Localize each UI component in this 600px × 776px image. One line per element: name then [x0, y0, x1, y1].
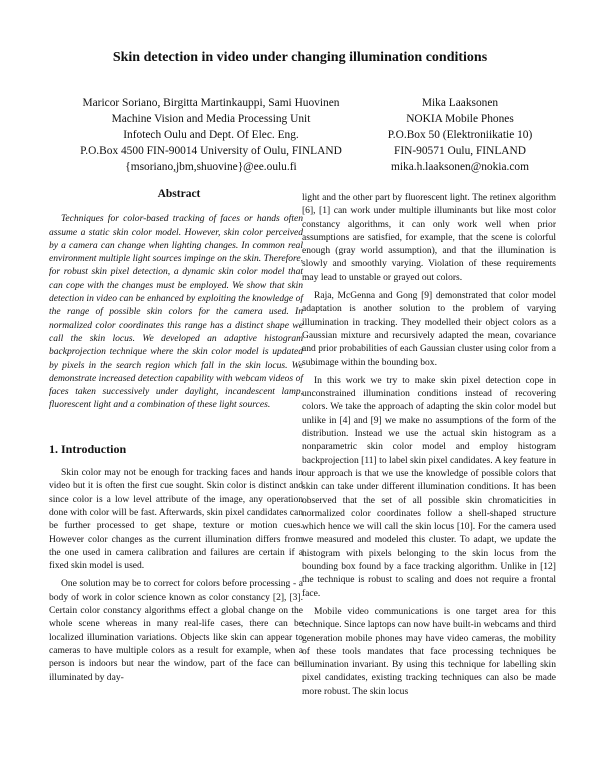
paper-title: Skin detection in video under changing illumination conditions	[112, 50, 488, 65]
body-paragraph: One solution may be to correct for colors before processing - a body of work in color science known as color constancy [2], [3]. Certain color constancy algorithms effect a global change on the whole scene whereas in many real-life cases, there can be localized illumination variations. Objects like skin can appear to cameras to have multiple colors as a result for example, when a person is indoors but near the window, part of the face can be illuminated by day-	[49, 578, 303, 683]
body-paragraph: light and the other part by fluorescent light. The retinex algorithm [6], [1] can work under multiple illuminants but like most color constancy algorithms, it can only work well when prior assumptions are satisfied, for example, that the scene is colorful enough (gray world assumption), and that the illumination is slowly and smoothly varying. Violation of these requirements may lead to unstable or grayed out colors.	[302, 192, 556, 283]
author-affiliation-unit: Machine Vision and Media Processing Unit	[111, 113, 311, 125]
author-pobox: P.O.Box 50 (Elektroniikatie 10)	[387, 129, 533, 141]
author-names: Maricor Soriano, Birgitta Martinkauppi, Sami Huovinen	[82, 97, 340, 109]
left-column	[49, 188, 303, 689]
author-name-2: Mika Laaksonen	[421, 97, 499, 109]
author-address: P.O.Box 4500 FIN-90014 University of Oulu, FINLAND	[80, 145, 342, 157]
author-company: NOKIA Mobile Phones	[406, 113, 514, 125]
right-column	[302, 191, 556, 703]
body-paragraph: Mobile video communications is one target area for this technique. Since laptops can now have built-in webcams and third generation mobile phones may have video cameras, the mobility of these tools mandates that face processing techniques be illumination invariant. By using this technique for labelling skin pixel candidates, existing tracking techniques can also be made more robust. The skin locus	[302, 605, 556, 697]
body-paragraph: In this work we try to make skin pixel detection cope in unconstrained illumination conditions instead of recovering colors. We take the approach of adapting the skin color model but unlike in [4] and [9] we make no assumptions of the form of the distribution. Instead we use the actual skin histogram as a nonparametric skin color model and employ histogram backprojection [11] to label skin pixel candidates. A key feature in our approach is that we use the knowledge of possible colors that skin can take under different illumination conditions. It has been observed that the set of all possible skin chromaticities in normalized color coordinates follow a shell-shaped structure which hence we will call the skin locus [10]. For the camera used we measured and modeled this cluster. To adapt, we update the histogram with pixels belonging to the skin locus from the bounding box found by a face tracking algorithm. Unlike in [12] the technique is robust to scaling and does not require a frontal face.	[302, 374, 556, 599]
author-emails: {msoriano,jbm,shuovine}@ee.oulu.fi	[125, 161, 297, 173]
body-paragraph: Raja, McGenna and Gong [9] demonstrated that color model adaptation is another solution to the problem of varying illumination in tracking. They modelled their object colors as a Gaussian mixture and recursively adapted the mean, covariance and prior probabilities of each Gaussian cluster using color from a subimage within the bounding box.	[302, 290, 556, 368]
author-city: FIN-90571 Oulu, FINLAND	[394, 145, 526, 157]
section-heading-introduction: 1. Introduction	[49, 441, 127, 456]
author-block-left	[56, 95, 366, 175]
author-affiliation-dept: Infotech Oulu and Dept. Of Elec. Eng.	[123, 129, 299, 141]
author-block-right	[345, 95, 575, 175]
body-paragraph: Skin color may not be enough for tracking faces and hands in video but it is often the first cue sought. Skin color is distinct and since color is a low level attribute of the image, any operation done with color will be fast. Afterwards, skin pixel candidates can be further processed to get shape, texture or motion cues. However color changes as the current illumination differs from the one used in camera calibration and failures are certain if a fixed skin model is used.	[49, 467, 303, 572]
abstract-heading: Abstract	[157, 188, 201, 200]
author-email: mika.h.laaksonen@nokia.com	[391, 161, 529, 173]
abstract-text: Techniques for color-based tracking of faces or hands often assume a static skin color model. However, skin color perceived by a camera can change when lighting changes. In common real environment multiple light sources impinge on the skin. Therefore, for robust skin pixel detection, a dynamic skin color model that can cope with the changes must be employed. We show that skin detection in video can be enhanced by exploiting the knowledge of the range of possible skin colors for the camera used. In normalized color coordinates this range has a distinct shape we call the skin locus. We developed an adaptive histogram backprojection technique where the skin color model is updated by pixels in the search region which fall in the skin locus. We demonstrate increased detection capability with webcam videos of faces taken successively under daylight, incandescent lamp, fluorescent light and a combination of these light sources.	[49, 213, 303, 411]
